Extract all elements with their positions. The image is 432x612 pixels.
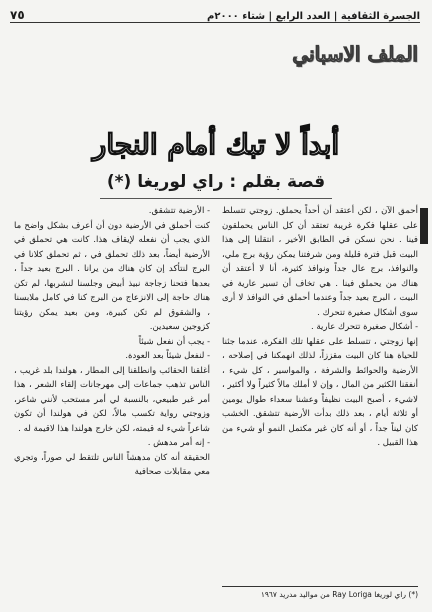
text-column-right bbox=[222, 204, 418, 451]
paragraph: - إنه أمر مدهش . bbox=[147, 438, 210, 448]
paragraph: الحقيقة أنه كان مدهشاً الناس تلتقط لي صوراً، وتجري معي مقابلات صحافية bbox=[14, 452, 210, 477]
running-header bbox=[10, 6, 420, 23]
paragraph: أغلقنا الحقائب وانطلقنا إلى المطار ، هولندا بلد غريب ، الناس تذهب جماعات إلى مهرجانات إلقاء الشعر ، هذا أمر غير طبيعي، بالنسبة لي أمر مستحب لأنني شاعر، وزوجتي رواية تكسب مالاً، لكن في هولندا أن تكون شاعراً شيء له قيمته، لكن خارج هولندا هذا لاقيمة له . bbox=[14, 365, 210, 434]
byline-divider bbox=[100, 198, 332, 199]
paragraph: إنها زوجتي ، تتسلط على عقلها تلك الفكرة، عندما جئنا للحياة هنا كان البيت مقززاً، لذلك انهمكنا في إصلاحه ، الأرضية والحوائط والشرفة ، والمواسير ، كل شيء ، أنفقنا الكثير من المال ، وإن لا أملك مالاً كثيراً ولا أكثير ، لاشيء ، أصبح البيت نظيفاً وعشنا سعداء طوال يومين أو ثلاثة أيام ، بعد ذلك بدأت الأرضية تتشقق. الخشب كان ليناً جداً ، أو أنه كان غير مكتمل النمو أو شيء من هذا القبيل . bbox=[222, 336, 418, 448]
section-title: الملف الاسباني bbox=[292, 42, 418, 66]
paragraph: - الأرضية تتشقق. bbox=[148, 206, 210, 216]
paragraph: - لنفعل شيئاً بعد العودة. bbox=[125, 351, 210, 361]
story-title: أبداً لا تبك أمام النجار bbox=[92, 128, 340, 161]
sidebar-marker bbox=[420, 208, 428, 244]
paragraph: أحمق الآن ، لكن أعتقد أن أحداً يحملق. زوجتي تتسلط على عقلها فكرة غريبة تعتقد أن كل الناس يحملقون فينا . نحن نسكن في الطابق الأخير ، انتقلنا إلى هذا البيت قبل فترة قليلة ومن شرفتنا يمكن رؤية برج ملي، والنوافذ، برج عال جداً ونوافذ كثيرة، أنا لا أعتقد أن هناك من يحملق فينا . هي تخاف أن تسير عارية في البيت ، البرج بعيد جداً وعندما أحملق في النوافذ لا أرى سوى أشكال صغيرة تتحرك . bbox=[222, 206, 418, 318]
page-number: ٧٥ bbox=[10, 8, 25, 22]
issue-info: الجسرة الثقافية | العدد الرابع | شتاء ٢٠٠٠م bbox=[207, 11, 420, 22]
paragraph: كنت أحملق في الأرضية دون أن أعرف بشكل واضح ما الذي يجب أن نفعله لإيقاف هذا. كانت هي تحملق في الأرضية أيضاً، بعد ذلك تحملق في ، ثم تحملق كلانا في البرج لنتأكد إن كان هناك من يرانا . البرج بعيد جداً ، بعدها فتحنا زجاجة نبيذ أبيض وجلسنا لنشربها، لم تكن هناك حاجة إلى الانزعاج من البرج كنا في كامل ملابسنا ، والشقوق لم تكن كبيرة، ومن بعيد يمكن رؤيتنا كزوجين سعيدين. bbox=[14, 220, 210, 332]
text-column-left bbox=[14, 204, 210, 480]
paragraph: - يجب أن نفعل شيئاً bbox=[138, 336, 210, 347]
paragraph: - أشكال صغيرة تتحرك عارية . bbox=[310, 322, 418, 332]
footnote-divider bbox=[222, 586, 418, 587]
story-byline: قصة بقلم : راي لوريغا (*) bbox=[106, 172, 326, 192]
footnote: (*) راي لوريغا Ray Loriga من مواليد مدريد ١٩٦٧ bbox=[260, 590, 418, 599]
